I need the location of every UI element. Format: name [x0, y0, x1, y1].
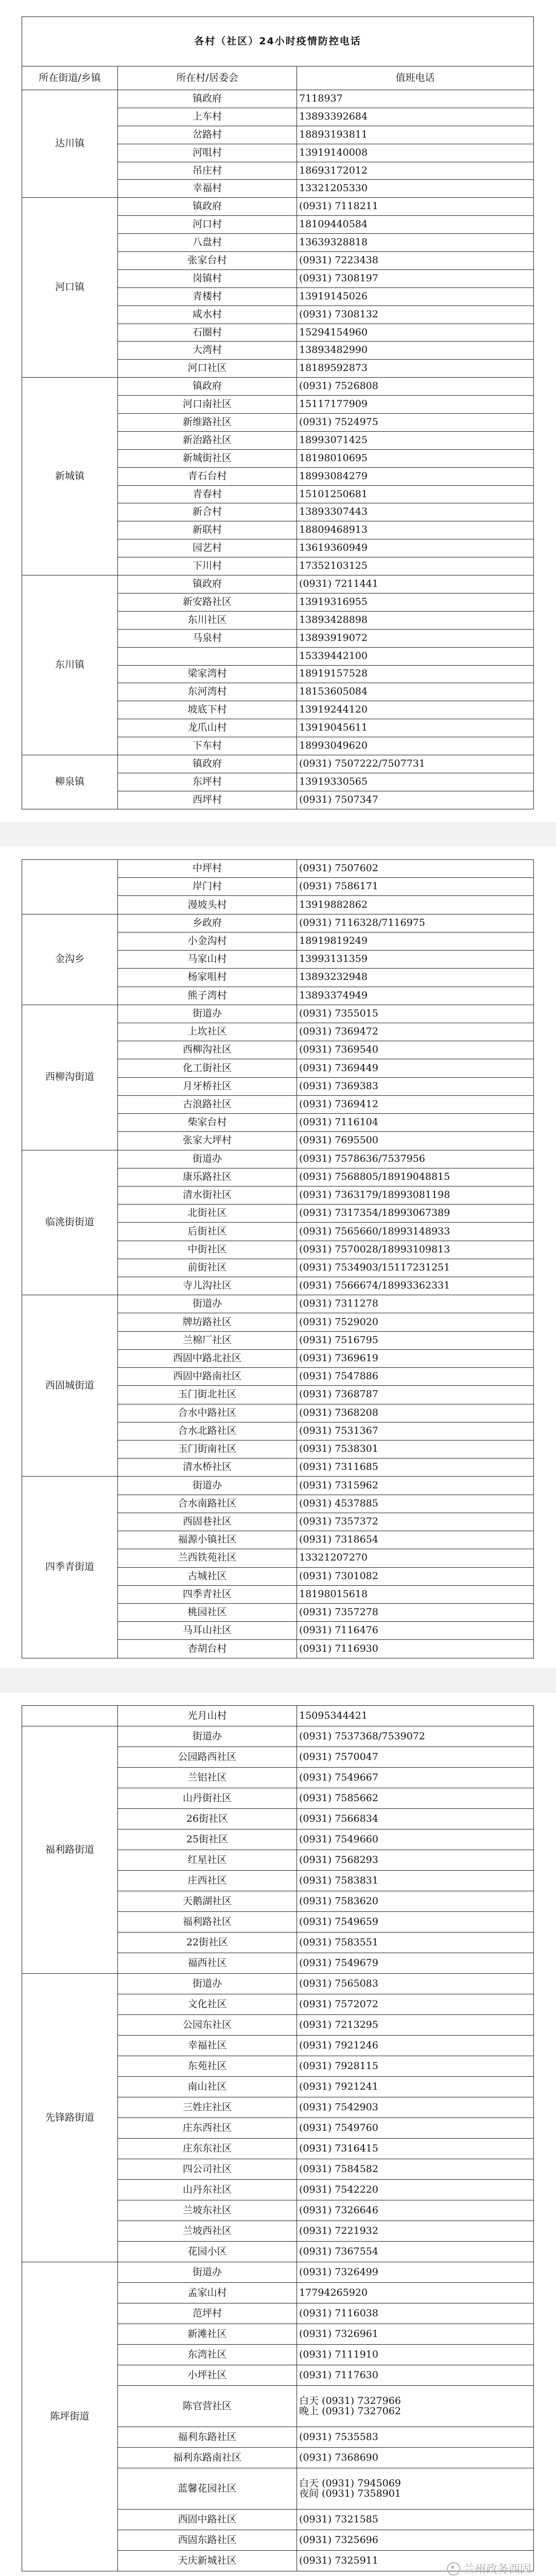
- village-cell: 下车村: [118, 737, 297, 755]
- village-cell: 清水桥社区: [118, 1459, 297, 1477]
- village-cell: 兰坡东社区: [118, 2200, 297, 2221]
- table-row: [22, 1706, 534, 1726]
- phone-cell: (0931) 7526808: [297, 378, 534, 396]
- phone-cell: (0931) 7369412: [297, 1095, 534, 1113]
- phone-cell: (0931) 7565660/18993148933: [297, 1223, 534, 1241]
- village-cell: 街道办: [118, 1726, 297, 1747]
- village-cell: 玉门街南社区: [118, 1440, 297, 1459]
- village-cell: 文化社区: [118, 1994, 297, 2015]
- village-cell: 红星社区: [118, 1850, 297, 1871]
- village-cell: 园艺村: [118, 539, 297, 557]
- village-cell: 熊子湾村: [118, 987, 297, 1005]
- village-cell: 三姓庄社区: [118, 2097, 297, 2118]
- phone-cell: 13893307443: [297, 503, 534, 521]
- phone-cell: 13919882862: [297, 896, 534, 914]
- phone-cell: (0931) 7529020: [297, 1313, 534, 1331]
- village-cell: 庄西社区: [118, 1871, 297, 1891]
- village-cell: 兰棉厂社区: [118, 1331, 297, 1349]
- village-cell: 东川社区: [118, 611, 297, 629]
- phone-cell: (0931) 7111910: [297, 2345, 534, 2365]
- phone-cell: (0931) 7516795: [297, 1331, 534, 1349]
- phone-cell: (0931) 7308132: [297, 306, 534, 324]
- phone-cell: (0931) 7368208: [297, 1404, 534, 1422]
- village-cell: 新合村: [118, 503, 297, 521]
- village-cell: 蓝馨花园社区: [118, 2468, 297, 2510]
- district-cell: 先锋路街道: [22, 1974, 118, 2262]
- village-cell: 光月山村: [118, 1706, 297, 1726]
- phone-cell: 13919330565: [297, 773, 534, 791]
- village-cell: 幸福村: [118, 180, 297, 198]
- table-row: [22, 860, 534, 878]
- table-row: [22, 575, 534, 594]
- phone-cell: (0931) 7311278: [297, 1295, 534, 1313]
- district-cell: 福利路街道: [22, 1726, 118, 1974]
- village-cell: 乡政府: [118, 914, 297, 932]
- district-cell: 陈坪街道: [22, 2262, 118, 2571]
- phone-cell: 18993071425: [297, 431, 534, 449]
- phone-cell: (0931) 7570047: [297, 1747, 534, 1768]
- village-cell: 西固巷社区: [118, 1513, 297, 1531]
- district-cell: 新城镇: [22, 378, 118, 575]
- phone-cell: (0931) 7928115: [297, 2056, 534, 2077]
- village-cell: 西固中路社区: [118, 2510, 297, 2530]
- phone-cell: (0931) 7211441: [297, 575, 534, 594]
- phone-cell: (0931) 7369619: [297, 1349, 534, 1367]
- phone-cell: (0931) 7116328/7116975: [297, 914, 534, 932]
- phone-cell: (0931) 7318654: [297, 1531, 534, 1549]
- phone-cell: (0931) 7549760: [297, 2118, 534, 2139]
- phone-cell: (0931) 7301082: [297, 1567, 534, 1585]
- village-cell: 福利东路南社区: [118, 2448, 297, 2468]
- village-cell: 幸福社区: [118, 2036, 297, 2056]
- village-cell: 大湾村: [118, 342, 297, 360]
- village-cell: 镇政府: [118, 755, 297, 773]
- village-cell: 八盘村: [118, 234, 297, 252]
- village-cell: 清水街社区: [118, 1186, 297, 1204]
- table-row: [22, 1726, 534, 1747]
- phone-cell: 13321205330: [297, 180, 534, 198]
- phone-cell: 13893919072: [297, 629, 534, 647]
- district-cell: 金沟乡: [22, 914, 118, 1005]
- phone-cell: (0931) 7315962: [297, 1477, 534, 1495]
- phone-cell: (0931) 7367554: [297, 2242, 534, 2262]
- village-cell: 牌坊路社区: [118, 1313, 297, 1331]
- phone-cell: (0931) 7221932: [297, 2221, 534, 2242]
- phone-cell: 13321207270: [297, 1549, 534, 1567]
- district-cell: 东川镇: [22, 575, 118, 755]
- phone-cell: 13919145026: [297, 287, 534, 306]
- header-district: 所在街道/乡镇: [22, 66, 118, 90]
- village-cell: 寺儿沟社区: [118, 1277, 297, 1295]
- village-cell: 康乐路社区: [118, 1168, 297, 1186]
- phone-table-page-1: [22, 16, 534, 809]
- phone-cell: (0931) 7531367: [297, 1422, 534, 1440]
- village-cell: [118, 647, 297, 665]
- phone-cell: (0931) 7535583: [297, 2427, 534, 2448]
- table-row: [22, 198, 534, 216]
- village-cell: 古浪路社区: [118, 1095, 297, 1113]
- page-title: 各村（社区）24小时疫情防控电话: [22, 17, 534, 66]
- village-cell: 青春村: [118, 485, 297, 503]
- table-row: [22, 2262, 534, 2283]
- village-cell: 山丹东社区: [118, 2180, 297, 2200]
- phone-cell: (0931) 7213295: [297, 2015, 534, 2036]
- district-cell: 临洮街街道: [22, 1150, 118, 1295]
- phone-cell: (0931) 7524975: [297, 414, 534, 432]
- phone-cell: 18153605084: [297, 683, 534, 701]
- phone-cell: (0931) 7507222/7507731: [297, 755, 534, 773]
- phone-cell: 18198010695: [297, 449, 534, 467]
- village-cell: 镇政府: [118, 378, 297, 396]
- village-cell: 合水中路社区: [118, 1404, 297, 1422]
- village-cell: 青石台村: [118, 467, 297, 485]
- village-cell: 柴家台村: [118, 1114, 297, 1132]
- village-cell: 后街社区: [118, 1223, 297, 1241]
- village-cell: 山丹街社区: [118, 1788, 297, 1809]
- table-row: [22, 378, 534, 396]
- phone-cell: 18993049620: [297, 737, 534, 755]
- village-cell: 26街社区: [118, 1809, 297, 1829]
- village-cell: 22街社区: [118, 1933, 297, 1953]
- phone-line: 白天 (0931) 7945069: [299, 2477, 401, 2489]
- district-cell: 达川镇: [22, 90, 118, 198]
- village-cell: 街道办: [118, 1005, 297, 1023]
- district-cell: 西柳沟街道: [22, 1005, 118, 1150]
- village-cell: 西固中路北社区: [118, 1349, 297, 1367]
- watermark-text: 兰州政务西固: [463, 2563, 531, 2576]
- phone-cell: (0931) 7921241: [297, 2077, 534, 2097]
- phone-cell: (0931) 7363179/18993081198: [297, 1186, 534, 1204]
- phone-cell: (0931) 7118211: [297, 198, 534, 216]
- village-cell: 小金沟村: [118, 932, 297, 950]
- phone-cell: 18189592873: [297, 360, 534, 378]
- page-gap: [0, 822, 556, 846]
- village-cell: 西固东路社区: [118, 2530, 297, 2551]
- phone-cell: (0931) 7317354/18993067389: [297, 1205, 534, 1223]
- village-cell: 福利东路社区: [118, 2427, 297, 2448]
- phone-cell: (0931) 7117630: [297, 2365, 534, 2386]
- village-cell: 东苑社区: [118, 2056, 297, 2077]
- village-cell: 四季青社区: [118, 1585, 297, 1603]
- phone-cell: (0931) 7578636/7537956: [297, 1150, 534, 1168]
- village-cell: 福西社区: [118, 1953, 297, 1974]
- phone-cell: (0931) 7357372: [297, 1513, 534, 1531]
- village-cell: 福利路社区: [118, 1912, 297, 1933]
- village-cell: 25街社区: [118, 1829, 297, 1850]
- phone-cell: (0931) 7368787: [297, 1386, 534, 1404]
- village-cell: 新城街社区: [118, 449, 297, 467]
- phone-cell: (0931) 7368690: [297, 2448, 534, 2468]
- village-cell: 庄东东社区: [118, 2139, 297, 2159]
- phone-cell: (0931) 7507602: [297, 860, 534, 878]
- phone-line: 白天 (0931) 7327966: [299, 2395, 401, 2406]
- phone-line: 夜间 (0931) 7358901: [299, 2487, 401, 2499]
- village-cell: 岸门村: [118, 878, 297, 896]
- village-cell: 街道办: [118, 1150, 297, 1168]
- phone-cell: 13639328818: [297, 234, 534, 252]
- watermark: [447, 2561, 531, 2576]
- village-cell: 新联村: [118, 521, 297, 539]
- phone-cell: 13893374949: [297, 987, 534, 1005]
- village-cell: 下川村: [118, 557, 297, 575]
- table-row: [22, 755, 534, 773]
- village-cell: 南山社区: [118, 2077, 297, 2097]
- village-cell: 青楼村: [118, 287, 297, 306]
- village-cell: 福源小镇社区: [118, 1531, 297, 1549]
- phone-cell: (0931) 7326961: [297, 2324, 534, 2345]
- village-cell: 新治路社区: [118, 431, 297, 449]
- phone-cell: (0931) 7308197: [297, 269, 534, 287]
- village-cell: 东湾社区: [118, 2345, 297, 2365]
- district-cell: [22, 860, 118, 914]
- header-phone: 值班电话: [297, 66, 534, 90]
- phone-cell: 18893193811: [297, 126, 534, 144]
- village-cell: 新安路社区: [118, 593, 297, 611]
- village-cell: 兰铝社区: [118, 1768, 297, 1788]
- village-cell: 公园东社区: [118, 2015, 297, 2036]
- village-cell: 河口村: [118, 216, 297, 234]
- village-cell: 镇政府: [118, 90, 297, 108]
- phone-cell: [297, 2386, 534, 2427]
- village-cell: 孟家山村: [118, 2283, 297, 2303]
- village-cell: 上坎社区: [118, 1023, 297, 1041]
- phone-cell: 15117177909: [297, 396, 534, 414]
- village-cell: 岔路村: [118, 126, 297, 144]
- phone-cell: (0931) 7116476: [297, 1622, 534, 1640]
- phone-cell: 18809468913: [297, 521, 534, 539]
- village-cell: 镇政府: [118, 575, 297, 594]
- phone-cell: (0931) 7369383: [297, 1077, 534, 1095]
- phone-cell: 18919819249: [297, 932, 534, 950]
- village-cell: 中街社区: [118, 1241, 297, 1259]
- phone-cell: (0931) 7116104: [297, 1114, 534, 1132]
- village-cell: 上车村: [118, 108, 297, 126]
- phone-cell: 13919045611: [297, 719, 534, 737]
- phone-cell: (0931) 7326646: [297, 2200, 534, 2221]
- phone-cell: 17794265920: [297, 2283, 534, 2303]
- district-cell: 柳泉镇: [22, 755, 118, 809]
- phone-cell: (0931) 7549667: [297, 1768, 534, 1788]
- phone-cell: [297, 2468, 534, 2510]
- phone-cell: (0931) 7549679: [297, 1953, 534, 1974]
- village-cell: 古城社区: [118, 1567, 297, 1585]
- phone-cell: (0931) 7369540: [297, 1041, 534, 1059]
- phone-cell: 13919244120: [297, 701, 534, 719]
- phone-cell: 18198015618: [297, 1585, 534, 1603]
- village-cell: 天庆新城社区: [118, 2551, 297, 2571]
- phone-cell: 7118937: [297, 90, 534, 108]
- village-cell: 石圈村: [118, 324, 297, 342]
- phone-table-page-2: [22, 859, 534, 1658]
- district-cell: 河口镇: [22, 198, 118, 378]
- phone-cell: (0931) 4537885: [297, 1495, 534, 1513]
- phone-cell: (0931) 7321585: [297, 2510, 534, 2530]
- village-cell: 岗镇村: [118, 269, 297, 287]
- phone-cell: 13893232948: [297, 969, 534, 987]
- village-cell: 镇政府: [118, 198, 297, 216]
- phone-cell: 13893392684: [297, 108, 534, 126]
- phone-cell: (0931) 7326499: [297, 2262, 534, 2283]
- district-cell: 四季青街道: [22, 1477, 118, 1658]
- phone-cell: (0931) 7586171: [297, 878, 534, 896]
- village-cell: 西固中路南社区: [118, 1368, 297, 1386]
- village-cell: 西柳沟社区: [118, 1041, 297, 1059]
- phone-cell: (0931) 7357278: [297, 1603, 534, 1621]
- village-cell: 陈官营社区: [118, 2386, 297, 2427]
- page-gap: [0, 1668, 556, 1693]
- village-cell: 兰坡西社区: [118, 2221, 297, 2242]
- village-cell: 咸水村: [118, 306, 297, 324]
- phone-cell: (0931) 7507347: [297, 791, 534, 809]
- phone-cell: 13993131359: [297, 951, 534, 969]
- table-row: [22, 90, 534, 108]
- village-cell: 坡底下村: [118, 701, 297, 719]
- village-cell: 河咀村: [118, 144, 297, 162]
- phone-cell: (0931) 7316415: [297, 2139, 534, 2159]
- village-cell: 玉门街北社区: [118, 1386, 297, 1404]
- table-row: [22, 914, 534, 932]
- village-cell: 天鹅湖社区: [118, 1891, 297, 1912]
- table-row: [22, 1295, 534, 1313]
- phone-cell: (0931) 7542903: [297, 2097, 534, 2118]
- village-cell: 街道办: [118, 1477, 297, 1495]
- table-row: [22, 1150, 534, 1168]
- phone-cell: (0931) 7549659: [297, 1912, 534, 1933]
- village-cell: 合水北路社区: [118, 1422, 297, 1440]
- village-cell: 东河湾村: [118, 683, 297, 701]
- village-cell: 马泉村: [118, 629, 297, 647]
- phone-cell: (0931) 7572072: [297, 1994, 534, 2015]
- village-cell: 河口南社区: [118, 396, 297, 414]
- phone-cell: 15339442100: [297, 647, 534, 665]
- village-cell: 新维路社区: [118, 414, 297, 432]
- phone-cell: 18693172012: [297, 162, 534, 180]
- village-cell: 马耳山社区: [118, 1622, 297, 1640]
- header-village: 所在村/居委会: [118, 66, 297, 90]
- phone-cell: (0931) 7566674/18993362331: [297, 1277, 534, 1295]
- phone-cell: 15095344421: [297, 1706, 534, 1726]
- village-cell: 吊庄村: [118, 162, 297, 180]
- district-cell: [22, 1706, 118, 1726]
- phone-cell: (0931) 7695500: [297, 1132, 534, 1150]
- phone-cell: 18109440584: [297, 216, 534, 234]
- phone-cell: (0931) 7584582: [297, 2159, 534, 2180]
- phone-cell: (0931) 7921246: [297, 2036, 534, 2056]
- phone-cell: (0931) 7534903/15117231251: [297, 1259, 534, 1277]
- village-cell: 东坪村: [118, 773, 297, 791]
- phone-cell: (0931) 7369449: [297, 1059, 534, 1077]
- village-cell: 小坪社区: [118, 2365, 297, 2386]
- village-cell: 龙爪山村: [118, 719, 297, 737]
- village-cell: 月牙桥社区: [118, 1077, 297, 1095]
- village-cell: 街道办: [118, 1974, 297, 1994]
- village-cell: 漫坡头村: [118, 896, 297, 914]
- phone-cell: 15294154960: [297, 324, 534, 342]
- phone-cell: (0931) 7583831: [297, 1871, 534, 1891]
- village-cell: 兰西铁苑社区: [118, 1549, 297, 1567]
- village-cell: 化工街社区: [118, 1059, 297, 1077]
- phone-cell: (0931) 7583551: [297, 1933, 534, 1953]
- phone-cell: 15101250681: [297, 485, 534, 503]
- phone-cell: 13893482990: [297, 342, 534, 360]
- village-cell: 街道办: [118, 1295, 297, 1313]
- phone-cell: (0931) 7223438: [297, 252, 534, 270]
- village-cell: 杏胡台村: [118, 1640, 297, 1658]
- phone-cell: (0931) 7547886: [297, 1368, 534, 1386]
- phone-cell: 17352103125: [297, 557, 534, 575]
- village-cell: 范坪村: [118, 2303, 297, 2324]
- village-cell: 新滩社区: [118, 2324, 297, 2345]
- phone-table-page-3: [22, 1705, 534, 2571]
- phone-cell: (0931) 7116038: [297, 2303, 534, 2324]
- phone-cell: (0931) 7565083: [297, 1974, 534, 1994]
- village-cell: 合水南路社区: [118, 1495, 297, 1513]
- village-cell: 马家山村: [118, 951, 297, 969]
- phone-cell: 18993084279: [297, 467, 534, 485]
- phone-cell: (0931) 7538301: [297, 1440, 534, 1459]
- village-cell: 花园小区: [118, 2242, 297, 2262]
- phone-cell: (0931) 7570028/18993109813: [297, 1241, 534, 1259]
- village-cell: 公园路西社区: [118, 1747, 297, 1768]
- district-cell: 西固城街道: [22, 1295, 118, 1477]
- village-cell: 桃园社区: [118, 1603, 297, 1621]
- village-cell: 中坪村: [118, 860, 297, 878]
- phone-cell: (0931) 7537368/7539072: [297, 1726, 534, 1747]
- phone-cell: (0931) 7568805/18919048815: [297, 1168, 534, 1186]
- phone-cell: (0931) 7325696: [297, 2530, 534, 2551]
- phone-cell: (0931) 7583620: [297, 1891, 534, 1912]
- phone-cell: (0931) 7355015: [297, 1005, 534, 1023]
- phone-cell: (0931) 7549660: [297, 1829, 534, 1850]
- phone-cell: 18919157528: [297, 665, 534, 683]
- phone-cell: (0931) 7325911: [297, 2551, 534, 2571]
- phone-cell: 13619360949: [297, 539, 534, 557]
- phone-cell: (0931) 7566834: [297, 1809, 534, 1829]
- village-cell: 庄东西社区: [118, 2118, 297, 2139]
- table-row: [22, 1005, 534, 1023]
- village-cell: 四公司社区: [118, 2159, 297, 2180]
- phone-cell: (0931) 7568293: [297, 1850, 534, 1871]
- phone-line: 晚上 (0931) 7327062: [299, 2405, 401, 2417]
- village-cell: 前街社区: [118, 1259, 297, 1277]
- phone-cell: (0931) 7585662: [297, 1788, 534, 1809]
- phone-cell: (0931) 7369472: [297, 1023, 534, 1041]
- village-cell: 杨家咀村: [118, 969, 297, 987]
- village-cell: 梁家湾村: [118, 665, 297, 683]
- village-cell: 西坪村: [118, 791, 297, 809]
- phone-cell: (0931) 7311685: [297, 1459, 534, 1477]
- phone-cell: 13893428898: [297, 611, 534, 629]
- phone-cell: (0931) 7116930: [297, 1640, 534, 1658]
- village-cell: 张家台村: [118, 252, 297, 270]
- phone-cell: (0931) 7542220: [297, 2180, 534, 2200]
- table-row: [22, 1477, 534, 1495]
- table-row: [22, 1974, 534, 1994]
- village-cell: 张家大坪村: [118, 1132, 297, 1150]
- phone-cell: 13919316955: [297, 593, 534, 611]
- phone-cell: 13919140008: [297, 144, 534, 162]
- wechat-logo-icon: [447, 2562, 460, 2575]
- village-cell: 街道办: [118, 2262, 297, 2283]
- village-cell: 河口社区: [118, 360, 297, 378]
- village-cell: 北街社区: [118, 1205, 297, 1223]
